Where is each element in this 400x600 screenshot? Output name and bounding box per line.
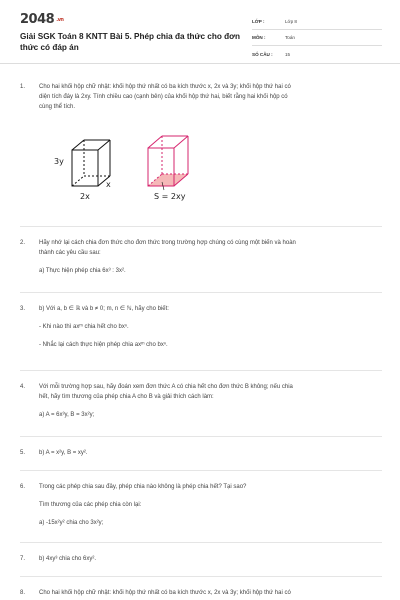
divider (20, 436, 382, 437)
right-base-label: S = 2xy (154, 192, 186, 201)
page: 2048 .vn Giải SGK Toán 8 KNTT Bài 5. Phép chia đa thức cho đơn thức có đáp án LỚP : Lớp 8 MÔN : Toán SỐ CÂU : 15 1. Cho hai khối hộp chữ nhật: khối hộp thứ nhất có ba kích thước x, 2x và 3y; khối hộp thứ hai có diện tích đáy là 2xy. Tính chiều cao (cạnh bên) của khối hộp thứ hai, biết rằng hai khối hộp có cùng thể tích. 3y x 2x S = 2xy 2. Hãy nhớ lại cách chia đơn thức cho đơn thức trong trường hợp chúng có cùng một biến và hoàn thành các yêu cầu sau: a) Thực hiện phép chia 6x³ : 3x². 3. b) Với a, b ∈ ℝ và b ≠ 0; m, n ∈ ℕ, hãy cho biết: - Khi nào thì axᵐ chia hết cho bxⁿ. - Nhắc lại cách thực hiện phép chia axᵐ cho bxⁿ. 4. Với mỗi trường hợp sau, hãy đoán xem đơn thức A có chia hết cho đơn thức B không; nếu chia hết, hãy tìm thương của phép chia A cho B và giải thích cách làm: a) A = 6x³y, B = 3x²y; 5. b) A = x²y, B = xy². 6. Trong các phép chia sau đây, phép chia nào không là phép chia hết? Tại sao? Tìm thương của các phép chia còn lại: a) -15x²y² chia cho 3x²y; 7. b) 4xy³ chia cho 6xy². 8. Cho hai khối hộp chữ nhật: khối hộp thứ nhất có ba kích thước x, 2x và 3y; khối hộp thứ hai có (0, 0, 400, 600)
meta-row-class: LỚP : Lớp 8 (252, 14, 382, 30)
divider (20, 292, 382, 293)
document-header (0, 0, 400, 64)
divider (20, 370, 382, 371)
divider (20, 470, 382, 471)
document-meta (252, 14, 382, 62)
left-depth-label: x (106, 180, 111, 189)
divider (20, 226, 382, 227)
divider (20, 542, 382, 543)
right-box (148, 136, 188, 186)
site-logo[interactable]: 2048 .vn (20, 12, 64, 27)
meta-row-count: SỐ CÂU : 15 (252, 51, 291, 57)
left-box (72, 140, 110, 186)
document-title: Giải SGK Toán 8 KNTT Bài 5. Phép chia đa thức cho đơn thức có đáp án (20, 32, 240, 52)
divider (20, 576, 382, 577)
box-figure (50, 134, 220, 216)
left-width-label: 2x (80, 192, 90, 201)
box-diagram (50, 134, 220, 216)
left-height-label: 3y (54, 157, 64, 166)
meta-row-subject: MÔN : Toán (252, 30, 382, 46)
